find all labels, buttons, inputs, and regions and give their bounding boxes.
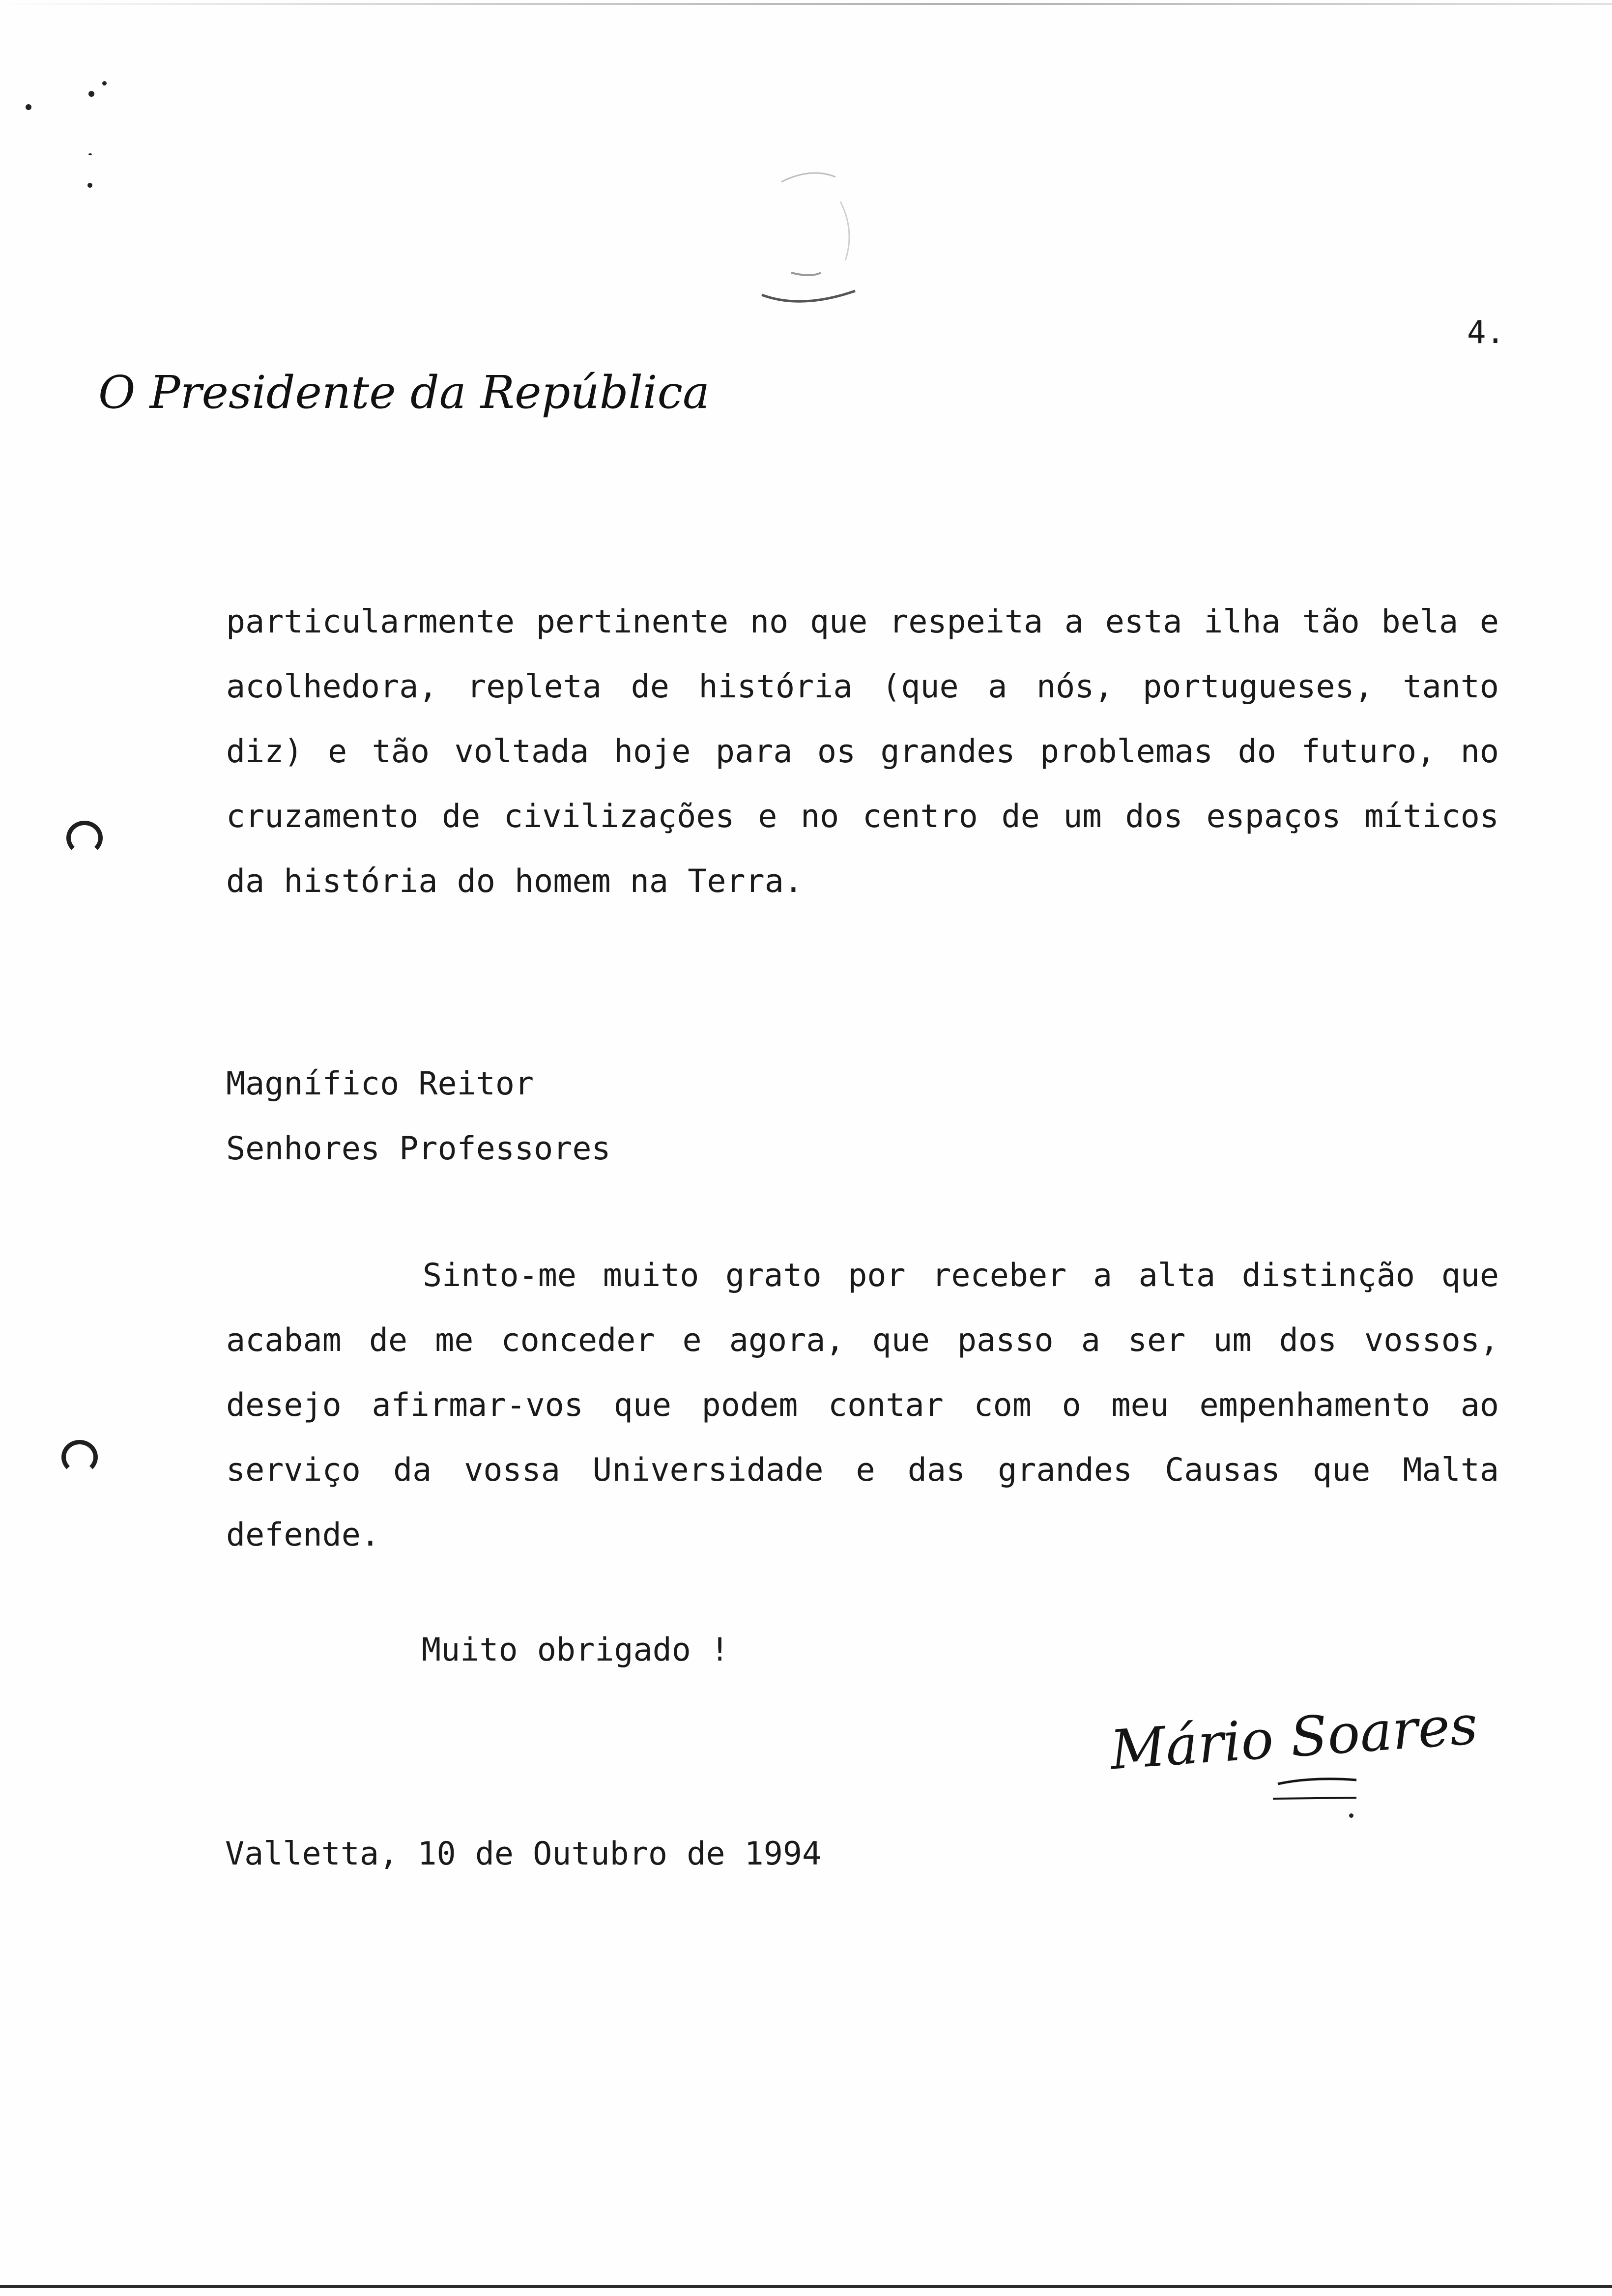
letterhead-title [98,349,710,432]
paragraph-line: Sinto-me muito grato por receber a alta distinção que [423,1257,1499,1294]
scan-edge-bottom [0,2285,1612,2288]
closing-line: Muito obrigado ! [422,1632,730,1668]
salutation-line: Senhores Professores [226,1130,611,1167]
letterhead-text: O Presidente da República [98,366,710,419]
paragraph-line: particularmente pertinente no que respeita a esta ilha tão bela e [226,603,1499,640]
scan-speck [88,153,92,155]
scan-speck [26,104,31,110]
handwritten-signature [1101,1676,1480,1823]
paragraph-line: diz) e tão voltada hoje para os grandes problemas do futuro, no [226,733,1499,770]
paragraph-line: cruzamento de civilizações e no centro de um dos espaços míticos [226,798,1499,835]
signature-text: Mário Soares [1108,1693,1480,1782]
scan-edge-top [0,3,1612,5]
body-paragraph-thanks [226,1243,1499,1568]
scan-speck [88,91,94,97]
body-paragraph-continued [226,590,1499,914]
page-number: 4. [1467,315,1505,351]
paragraph-line: desejo afirmar-vos que podem contar com o meu empenhamento ao [226,1387,1499,1424]
embossed-seal-mark [737,162,885,319]
date-line: Valletta, 10 de Outubro de 1994 [225,1836,822,1872]
paragraph-line: acabam de me conceder e agora, que passo a ser um dos vossos, [226,1322,1499,1359]
scan-speck [87,183,92,188]
punch-hole-mark [66,821,103,855]
scan-speck [102,81,107,86]
punch-hole-mark [61,1440,98,1474]
paragraph-line: serviço da vossa Universidade e das grandes Causas que Malta [226,1452,1499,1489]
paragraph-line: defende. [226,1517,380,1553]
salutation-block [226,1052,611,1181]
paragraph-line: da história do homem na Terra. [226,863,803,900]
paragraph-line: acolhedora, repleta de história (que a nós, portugueses, tanto [226,668,1499,705]
salutation-line: Magnífico Reitor [226,1065,534,1102]
